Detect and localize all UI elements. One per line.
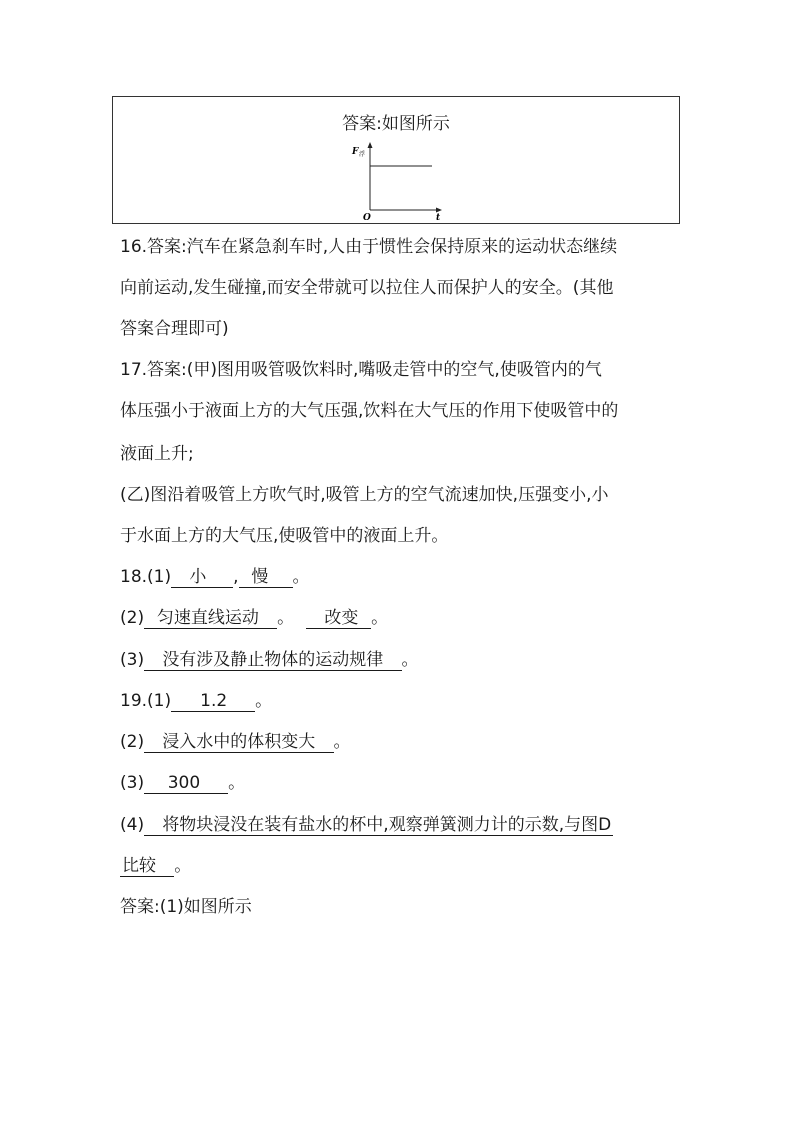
q18-p1-answer-a: 小 (171, 567, 233, 588)
q18-p3-prefix: (3) (120, 650, 145, 670)
q19-p2-answer: 浸入水中的体积变大 (144, 732, 333, 753)
graph-x-label: t (436, 213, 441, 222)
q18-part-1: 18.(1) 小 , 慢 。 (120, 567, 310, 587)
q17-line-4: (乙)图沿着吸管上方吹气时,吸管上方的空气流速加快,压强变小,小 (120, 485, 609, 505)
q19-p2-prefix: (2) (120, 732, 145, 752)
q16-line-3: 答案合理即可) (120, 319, 229, 339)
q19-p1-answer: 1.2 (171, 691, 255, 712)
q18-p1-prefix: 18.(1) (120, 567, 172, 587)
q19-p4-answer-line-1: 将物块浸没在装有盐水的杯中,观察弹簧测力计的示数,与图D (144, 815, 613, 836)
q18-p2-answer-b: 改变 (306, 608, 371, 629)
q18-p1-sep: , (233, 567, 239, 587)
q16-line-2: 向前运动,发生碰撞,而安全带就可以拉住人而保护人的安全。(其他 (120, 278, 614, 298)
graph-y-label: F (352, 147, 359, 157)
q18-p2-prefix: (2) (120, 608, 145, 628)
q18-p2-answer-a: 匀速直线运动 (144, 608, 277, 629)
q18-p3-answer: 没有涉及静止物体的运动规律 (144, 650, 401, 671)
q17-line-2: 体压强小于液面上方的大气压强,饮料在大气压的作用下使吸管中的 (120, 401, 619, 421)
graph-y-arrow (368, 142, 373, 148)
q18-part-2: (2) 匀速直线运动 。 改变 。 (120, 608, 389, 628)
graph-x-arrow (436, 208, 442, 213)
q19-p3-prefix: (3) (120, 773, 145, 793)
q19-p3-answer: 300 (144, 773, 228, 794)
q19-part-4-line-2: 比较 。 (122, 856, 192, 876)
q19-part-4-line-1 (120, 814, 613, 836)
q19-p4-answer-line-2: 比较 (120, 856, 174, 877)
q17-line-1: 17.答案:(甲)图用吸管吸饮料时,嘴吸走管中的空气,使吸管内的气 (120, 360, 602, 380)
q19-p4-prefix: (4) (120, 815, 145, 835)
footer-answer: 答案:(1)如图所示 (120, 897, 252, 917)
q16-line-1: 16.答案:汽车在紧急刹车时,人由于惯性会保持原来的运动状态继续 (120, 237, 618, 257)
graph-origin-label: O (363, 213, 371, 222)
q18-p1-answer-b: 慢 (239, 567, 293, 588)
force-time-graph (346, 140, 446, 222)
q19-p1-prefix: 19.(1) (120, 691, 172, 711)
q17-line-5: 于水面上方的大气压,使吸管中的液面上升。 (120, 526, 449, 546)
answer-box-caption: 答案:如图所示 (342, 114, 450, 134)
q18-part-3: (3) 没有涉及静止物体的运动规律 。 (120, 650, 419, 670)
q19-part-1: 19.(1) 1.2 。 (120, 691, 273, 711)
graph-y-sub: 浮 (359, 151, 366, 158)
q17-line-3: 液面上升; (120, 444, 194, 464)
q19-part-3: (3) 300 。 (120, 773, 246, 793)
q19-part-2: (2) 浸入水中的体积变大 。 (120, 732, 351, 752)
